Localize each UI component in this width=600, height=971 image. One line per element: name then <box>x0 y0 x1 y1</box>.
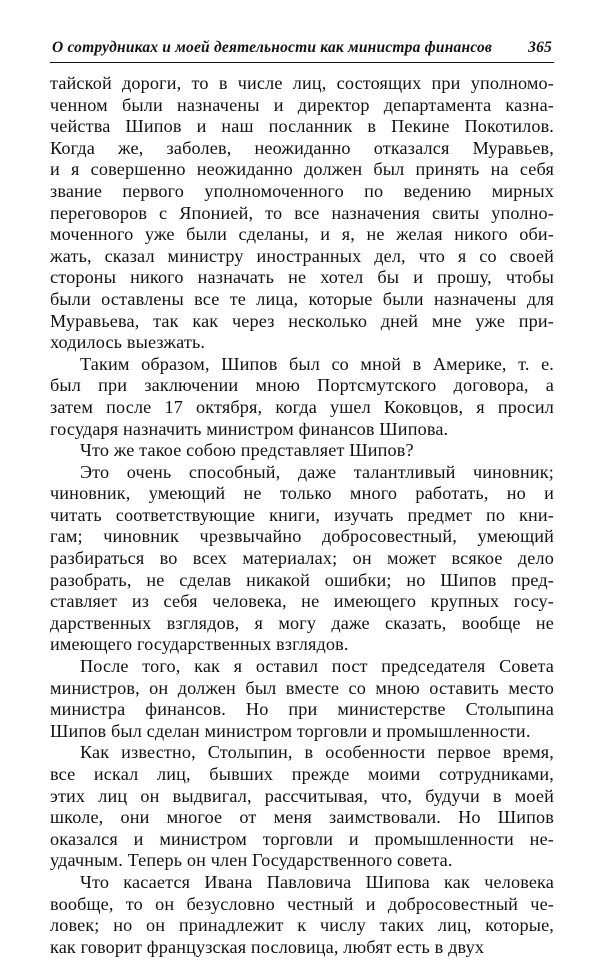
text-line: школе, они многое от меня заимствовали. Но Шипов <box>50 807 554 828</box>
text-line: чейства Шипов и наш посланник в Пекине Покотилов. <box>50 116 554 137</box>
text-line: ходилось выезжать. <box>50 332 206 353</box>
text-line: стороны никого назначать не хотел бы и прошу, чтобы <box>50 267 554 288</box>
paragraph <box>50 440 554 462</box>
text-line: Как известно, Столыпин, в особенности первое время, <box>80 742 554 763</box>
text-line: министра финансов. Но при министерстве Столыпина <box>50 699 554 720</box>
text-line: разбираться во всех материалах; он может всякое дело <box>50 548 554 569</box>
text-line: затем после 17 октября, когда ушел Коковцов, я просил <box>50 396 554 417</box>
text-line: жать, сказал министру иностранных дел, что я со своей <box>50 245 554 266</box>
body-text <box>50 73 554 958</box>
text-line: был при заключении мною Портсмутского договора, а <box>50 375 554 396</box>
paragraph <box>50 354 554 440</box>
text-line: государя назначить министром финансов Шипова. <box>50 418 449 439</box>
text-line: все искал лиц, бывших прежде моими сотрудниками, <box>50 764 554 784</box>
text-line: Муравьева, так как через несколько дней мне уже при- <box>50 310 554 331</box>
page-number: 365 <box>528 39 552 56</box>
text-line: Это очень способный, даже талантливый чиновник; <box>80 461 554 482</box>
text-line: моченного уже были сделаны, и я, не желая никого оби- <box>50 224 554 245</box>
text-line: Таким образом, Шипов был со мной в Америке, т. е. <box>80 353 554 374</box>
text-line: Шипов был сделан министром торговли и промышленности. <box>50 720 531 741</box>
text-line: Что касается Ивана Павловича Шипова как человека <box>80 871 554 892</box>
paragraph <box>50 73 554 354</box>
text-line: дарственных взглядов, я могу даже сказать, вообще не <box>50 612 554 633</box>
text-line: После того, как я оставил пост председателя Совета <box>80 656 554 677</box>
text-line: чиновник, умеющий не только много работать, но и <box>50 483 554 504</box>
text-line: ченном были назначены и директор департамента казна- <box>50 94 554 115</box>
text-line: удачным. Теперь он член Государственного совета. <box>50 850 453 871</box>
book-page <box>50 38 554 958</box>
text-line: вообще, то он безусловно честный и добросовестный че- <box>50 893 554 914</box>
text-line: читать соответствующие книги, изучать предмет по кни- <box>50 504 554 525</box>
running-head-title: О сотрудниках и моей деятельности как министра финансов <box>52 39 493 56</box>
text-line: и я совершенно неожиданно должен был принять на себя <box>50 159 554 180</box>
text-line: Что же такое собою представляет Шипов? <box>80 440 414 461</box>
paragraph <box>50 462 554 656</box>
paragraph <box>50 872 554 958</box>
text-line: переговоров с Японией, то все назначения свиты уполно- <box>50 202 554 223</box>
paragraph <box>50 656 554 742</box>
text-line: ловек; но он принадлежит к числу таких лиц, которые, <box>50 915 554 936</box>
text-line: Когда же, заболев, неожиданно отказался Муравьев, <box>50 137 554 158</box>
text-line: имеющего государственных взглядов. <box>50 634 349 655</box>
text-line: были оставлены все те лица, которые были назначены для <box>50 288 554 309</box>
text-line: министров, он должен был вместе со мною оставить место <box>50 677 554 698</box>
text-line: звание первого уполномоченного по ведению мирных <box>50 180 554 201</box>
running-head <box>50 38 554 63</box>
text-line: гам; чиновник чрезвычайно добросовестный, умеющий <box>50 526 554 547</box>
text-line: оказался и министром торговли и промышленности не- <box>50 828 554 849</box>
paragraph <box>50 742 554 872</box>
text-line: как говорит французская пословица, любят есть в двух <box>50 936 485 957</box>
text-line: ставляет из себя человека, не имеющего крупных госу- <box>50 591 554 612</box>
text-line: этих лиц он выдвигал, рассчитывая, что, будучи в моей <box>50 785 554 806</box>
text-line: разобрать, не сделав никакой ошибки; но Шипов пред- <box>50 569 554 590</box>
text-line: тайской дороги, то в числе лиц, состоящих при уполномо- <box>50 73 554 93</box>
